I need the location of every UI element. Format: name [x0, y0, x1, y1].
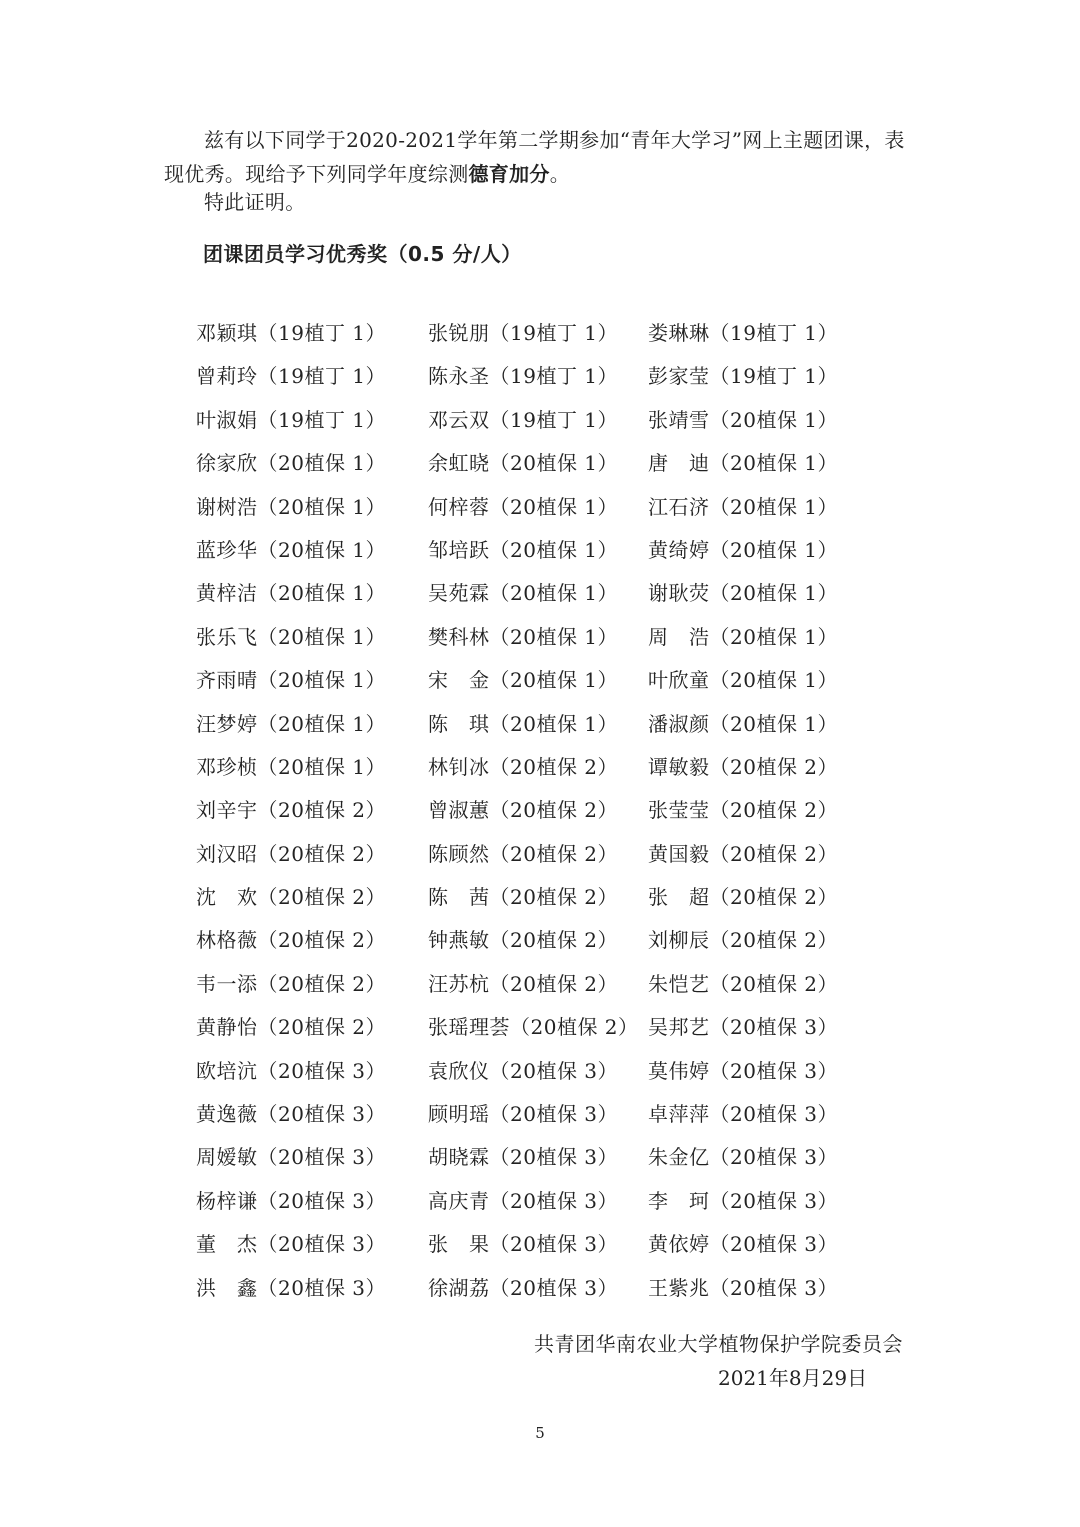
student-entry: 李 珂（20植保 3） [648, 1188, 839, 1213]
student-entry: 邹培跃（20植保 1） [428, 537, 619, 562]
student-entry: 刘辛宇（20植保 2） [196, 798, 387, 823]
signature-organization: 共青团华南农业大学植物保护学院委员会 [534, 1332, 903, 1356]
student-entry: 曾淑蕙（20植保 2） [428, 798, 619, 823]
student-entry: 顾明瑶（20植保 3） [428, 1102, 619, 1127]
student-entry: 叶淑娟（19植丁 1） [196, 407, 387, 432]
intro-text: 兹有以下同学于2020-2021学年第二学期参加“青年大学习”网上主题团课，表现优秀。现给予下列同学年度综测 [164, 128, 905, 186]
student-entry: 杨梓谦（20植保 3） [196, 1188, 387, 1213]
student-entry: 刘汉昭（20植保 2） [196, 841, 387, 866]
award-heading: 团课团员学习优秀奖（0.5 分/人） [203, 242, 522, 266]
intro-bold-text: 德育加分 [468, 162, 550, 186]
student-entry: 徐湖荔（20植保 3） [428, 1275, 619, 1300]
student-entry: 朱金亿（20植保 3） [648, 1145, 839, 1170]
student-entry: 胡晓霖（20植保 3） [428, 1145, 619, 1170]
intro-paragraph [164, 123, 924, 191]
student-entry: 蓝珍华（20植保 1） [196, 537, 387, 562]
student-entry: 汪梦婷（20植保 1） [196, 711, 387, 736]
student-entry: 莫伟婷（20植保 3） [648, 1058, 839, 1083]
student-entry: 周嫒敏（20植保 3） [196, 1145, 387, 1170]
student-entry: 陈顾然（20植保 2） [428, 841, 619, 866]
student-entry: 吴邦艺（20植保 3） [648, 1015, 839, 1040]
certify-text: 特此证明。 [204, 190, 306, 214]
student-entry: 张乐飞（20植保 1） [196, 624, 387, 649]
student-entry: 江石济（20植保 1） [648, 494, 839, 519]
student-entry: 卓萍萍（20植保 3） [648, 1102, 839, 1127]
student-entry: 曾莉玲（19植丁 1） [196, 364, 387, 389]
student-entry: 欧培沆（20植保 3） [196, 1058, 387, 1083]
student-entry: 张莹莹（20植保 2） [648, 798, 839, 823]
student-entry: 张靖雪（20植保 1） [648, 407, 839, 432]
student-entry: 黄梓洁（20植保 1） [196, 581, 387, 606]
student-entry: 刘柳辰（20植保 2） [648, 928, 839, 953]
page-number: 5 [535, 1424, 545, 1442]
student-entry: 樊科林（20植保 1） [428, 624, 619, 649]
student-entry: 张 超（20植保 2） [648, 885, 839, 910]
student-entry: 黄国毅（20植保 2） [648, 841, 839, 866]
student-entry: 潘淑颜（20植保 1） [648, 711, 839, 736]
student-entry: 邓云双（19植丁 1） [428, 407, 619, 432]
student-entry: 邓珍桢（20植保 1） [196, 754, 387, 779]
student-entry: 谭敏毅（20植保 2） [648, 754, 839, 779]
student-entry: 黄绮婷（20植保 1） [648, 537, 839, 562]
student-entry: 周 浩（20植保 1） [648, 624, 839, 649]
intro-text-end: 。 [549, 162, 571, 186]
student-entry: 齐雨晴（20植保 1） [196, 668, 387, 693]
student-entry: 汪苏杭（20植保 2） [428, 971, 619, 996]
student-entry: 张 果（20植保 3） [428, 1232, 619, 1257]
student-entry: 娄琳琳（19植丁 1） [648, 321, 839, 345]
student-entry: 洪 鑫（20植保 3） [196, 1275, 387, 1300]
signature-date: 2021年8月29日 [718, 1366, 868, 1390]
student-entry: 陈永圣（19植丁 1） [428, 364, 619, 389]
student-entry: 袁欣仪（20植保 3） [428, 1058, 619, 1083]
student-entry: 唐 迪（20植保 1） [648, 451, 839, 476]
student-entry: 何梓蓉（20植保 1） [428, 494, 619, 519]
student-entry: 邓颖琪（19植丁 1） [196, 321, 387, 345]
student-entry: 朱恺艺（20植保 2） [648, 971, 839, 996]
student-entry: 陈 茜（20植保 2） [428, 885, 619, 910]
student-entry: 黄逸薇（20植保 3） [196, 1102, 387, 1127]
student-entry: 宋 金（20植保 1） [428, 668, 619, 693]
student-entry: 林钊冰（20植保 2） [428, 754, 619, 779]
student-entry: 吴苑霖（20植保 1） [428, 581, 619, 606]
student-entry: 徐家欣（20植保 1） [196, 451, 387, 476]
student-entry: 余虹晓（20植保 1） [428, 451, 619, 476]
student-entry: 黄依婷（20植保 3） [648, 1232, 839, 1257]
student-entry: 王紫兆（20植保 3） [648, 1275, 839, 1300]
student-entry: 张瑶理荟（20植保 2） [428, 1015, 639, 1040]
student-entry: 黄静怡（20植保 2） [196, 1015, 387, 1040]
student-entry: 叶欣童（20植保 1） [648, 668, 839, 693]
student-entry: 谢耿荧（20植保 1） [648, 581, 839, 606]
student-entry: 林格薇（20植保 2） [196, 928, 387, 953]
student-entry: 彭家莹（19植丁 1） [648, 364, 839, 389]
student-entry: 董 杰（20植保 3） [196, 1232, 387, 1257]
student-entry: 沈 欢（20植保 2） [196, 885, 387, 910]
student-entry: 钟燕敏（20植保 2） [428, 928, 619, 953]
student-entry: 韦一添（20植保 2） [196, 971, 387, 996]
student-entry: 谢树浩（20植保 1） [196, 494, 387, 519]
student-entry: 陈 琪（20植保 1） [428, 711, 619, 736]
student-entry: 张锐朋（19植丁 1） [428, 321, 619, 345]
student-entry: 高庆青（20植保 3） [428, 1188, 619, 1213]
name-list [196, 312, 916, 1310]
